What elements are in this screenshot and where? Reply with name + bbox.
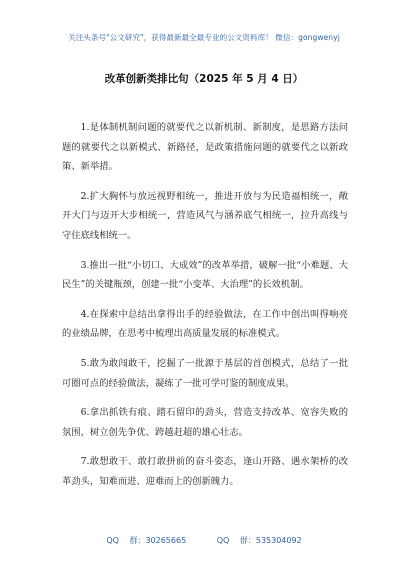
footer-contacts <box>0 535 408 546</box>
paragraph-5: 5.敢为敢闯敢干，挖掘了一批源于基层的首创模式，总结了一批可圈可点的经验做法，凝练了一批可学可鉴的制度成果。 <box>62 357 348 389</box>
paragraph-6: 6.拿出抓铁有痕、踏石留印的劲头，营造支持改革、宽容失败的氛围，树立创先争优、跨越赶超的雄心壮志。 <box>62 407 348 438</box>
footer-qq-group-1: QQ 群：30265665 <box>106 536 187 545</box>
footer-qq-group-2: QQ 群：535304092 <box>216 536 302 545</box>
paragraph-7: 7.敢想敢干、敢打敢拼前的奋斗姿态，逢山开路、遇水架桥的改革劲头，知难而进、迎难而上的创新魄力。 <box>62 456 348 487</box>
document-title: 改革创新类排比句（2025 年 5 月 4 日） <box>104 73 304 85</box>
paragraph-2: 2.扩大胸怀与放远视野相统一，推进开放与为民造福相统一，敞开大门与迈开大步相统一，营造风气与涵养底气相统一，拉升高线与守住底线相统一。 <box>62 190 348 241</box>
paragraph-4: 4.在探索中总结出拿得出手的经验做法，在工作中创出叫得响亮的业绩品牌，在思考中梳理出高质量发展的标准模式。 <box>62 308 348 340</box>
paragraph-1: 1.是体制机制问题的就要代之以新机制、新制度，是思路方法问题的就要代之以新模式、新路径，是政策措施问题的就要代之以新政策、新举措。 <box>62 122 348 173</box>
header-banner: 关注头条号"公文研究"，获得最新最全最专业的公文资料库！ 微信：gongwenyj <box>68 33 340 42</box>
paragraph-3: 3.推出一批“小切口、大成效”的改革举措，破解一批“小难题、大民生”的关键瓶颈，创建一批“小变革、大治理”的长效机制。 <box>62 259 348 291</box>
document-body <box>62 118 348 502</box>
